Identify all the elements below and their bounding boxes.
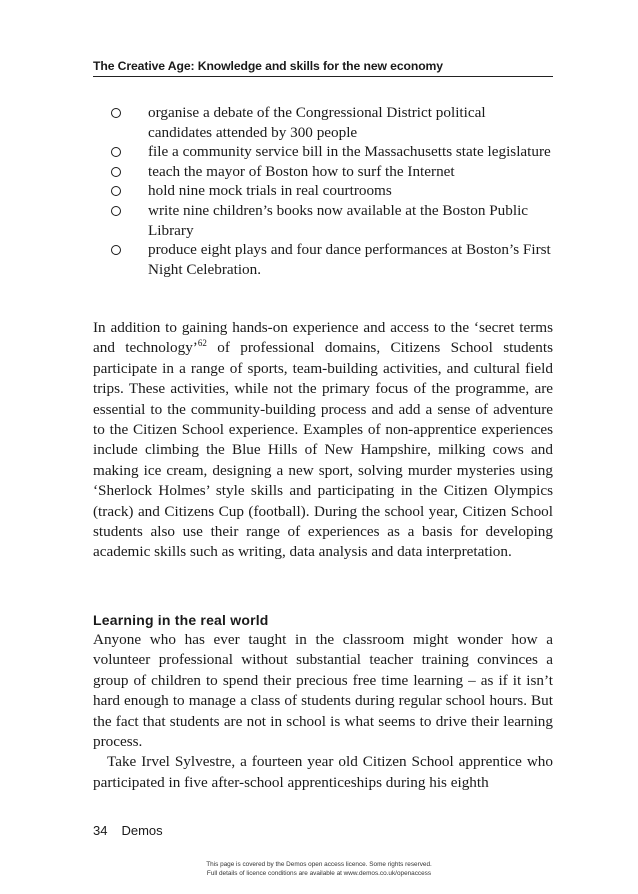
licence-line: Full details of licence conditions are available at www.demos.co.uk/openaccess: [206, 870, 432, 877]
list-item-text: produce eight plays and four dance performances at Boston’s First Night Celebration.: [148, 241, 551, 278]
paragraph-text-before-note: In addition to gaining hands-on experience and access to the ‘secret terms and technology’: [93, 319, 553, 357]
list-item: [93, 103, 553, 142]
page-number: 34: [93, 823, 108, 838]
list-item: [93, 142, 553, 162]
circle-bullet-icon: [111, 206, 121, 216]
circle-bullet-icon: [111, 245, 121, 255]
circle-bullet-icon: [111, 147, 121, 157]
list-item-text: teach the mayor of Boston how to surf the Internet: [148, 162, 455, 180]
list-item-text: write nine children’s books now available at the Boston Public Library: [148, 201, 529, 239]
achievement-list: [93, 103, 553, 279]
body-paragraph-citizens-school: [93, 318, 553, 563]
list-item-text: hold nine mock trials in real courtrooms: [148, 182, 392, 200]
list-item-text: file a community service bill in the Massachusetts state legislature: [148, 143, 551, 161]
page-footer: [93, 823, 163, 838]
section-heading: Learning in the real world: [93, 612, 269, 628]
running-header-title: The Creative Age: Knowledge and skills for the new economy: [93, 59, 443, 73]
circle-bullet-icon: [111, 186, 121, 196]
licence-notice: [0, 860, 638, 878]
section-body: [93, 630, 553, 793]
list-item-text: organise a debate of the Congressional District political candidates attended by 300 people: [148, 104, 486, 141]
circle-bullet-icon: [111, 167, 121, 177]
footnote-marker: 62: [197, 338, 207, 349]
publisher-name: Demos: [121, 823, 163, 838]
list-item: [93, 181, 553, 201]
header-rule: [93, 76, 553, 77]
paragraph-text-after-note: of professional domains, Citizens School students participate in a range of sports, team-building activities, and cultural field trips. These activities, while not the primary focus of the programme, are essential to the community-building process and add a sense of adventure to the Citizen School experience. Examples of non-apprentice experiences include climbing the Blue Hills of New Hampshire, milking cows and making ice cream, designing a new sport, solving murder mysteries using ‘Sherlock Holmes’ style skills and participating in the Citizen Olympics (track) and Citizens Cup (football). During the school year, Citizen School students also use their range of experiences as a basis for developing academic skills such as writing, data analysis and data interpretation.: [93, 339, 553, 561]
licence-line: This page is covered by the Demos open access licence. Some rights reserved.: [206, 861, 432, 868]
list-item: [93, 240, 553, 279]
list-item: [93, 162, 553, 182]
body-paragraph-learning: Anyone who has ever taught in the classroom might wonder how a volunteer professional without substantial teacher training convinces a group of children to spend their precious free time learning – as if it isn’t hard enough to manage a class of students during regular school hours. But the fact that students are not in school is what seems to drive their learning process.: [93, 631, 553, 751]
list-item: [93, 201, 553, 240]
circle-bullet-icon: [111, 108, 121, 118]
body-paragraph-irvel: Take Irvel Sylvestre, a fourteen year old Citizen School apprentice who participated in five after-school apprenticeships during his eighth: [93, 753, 553, 791]
